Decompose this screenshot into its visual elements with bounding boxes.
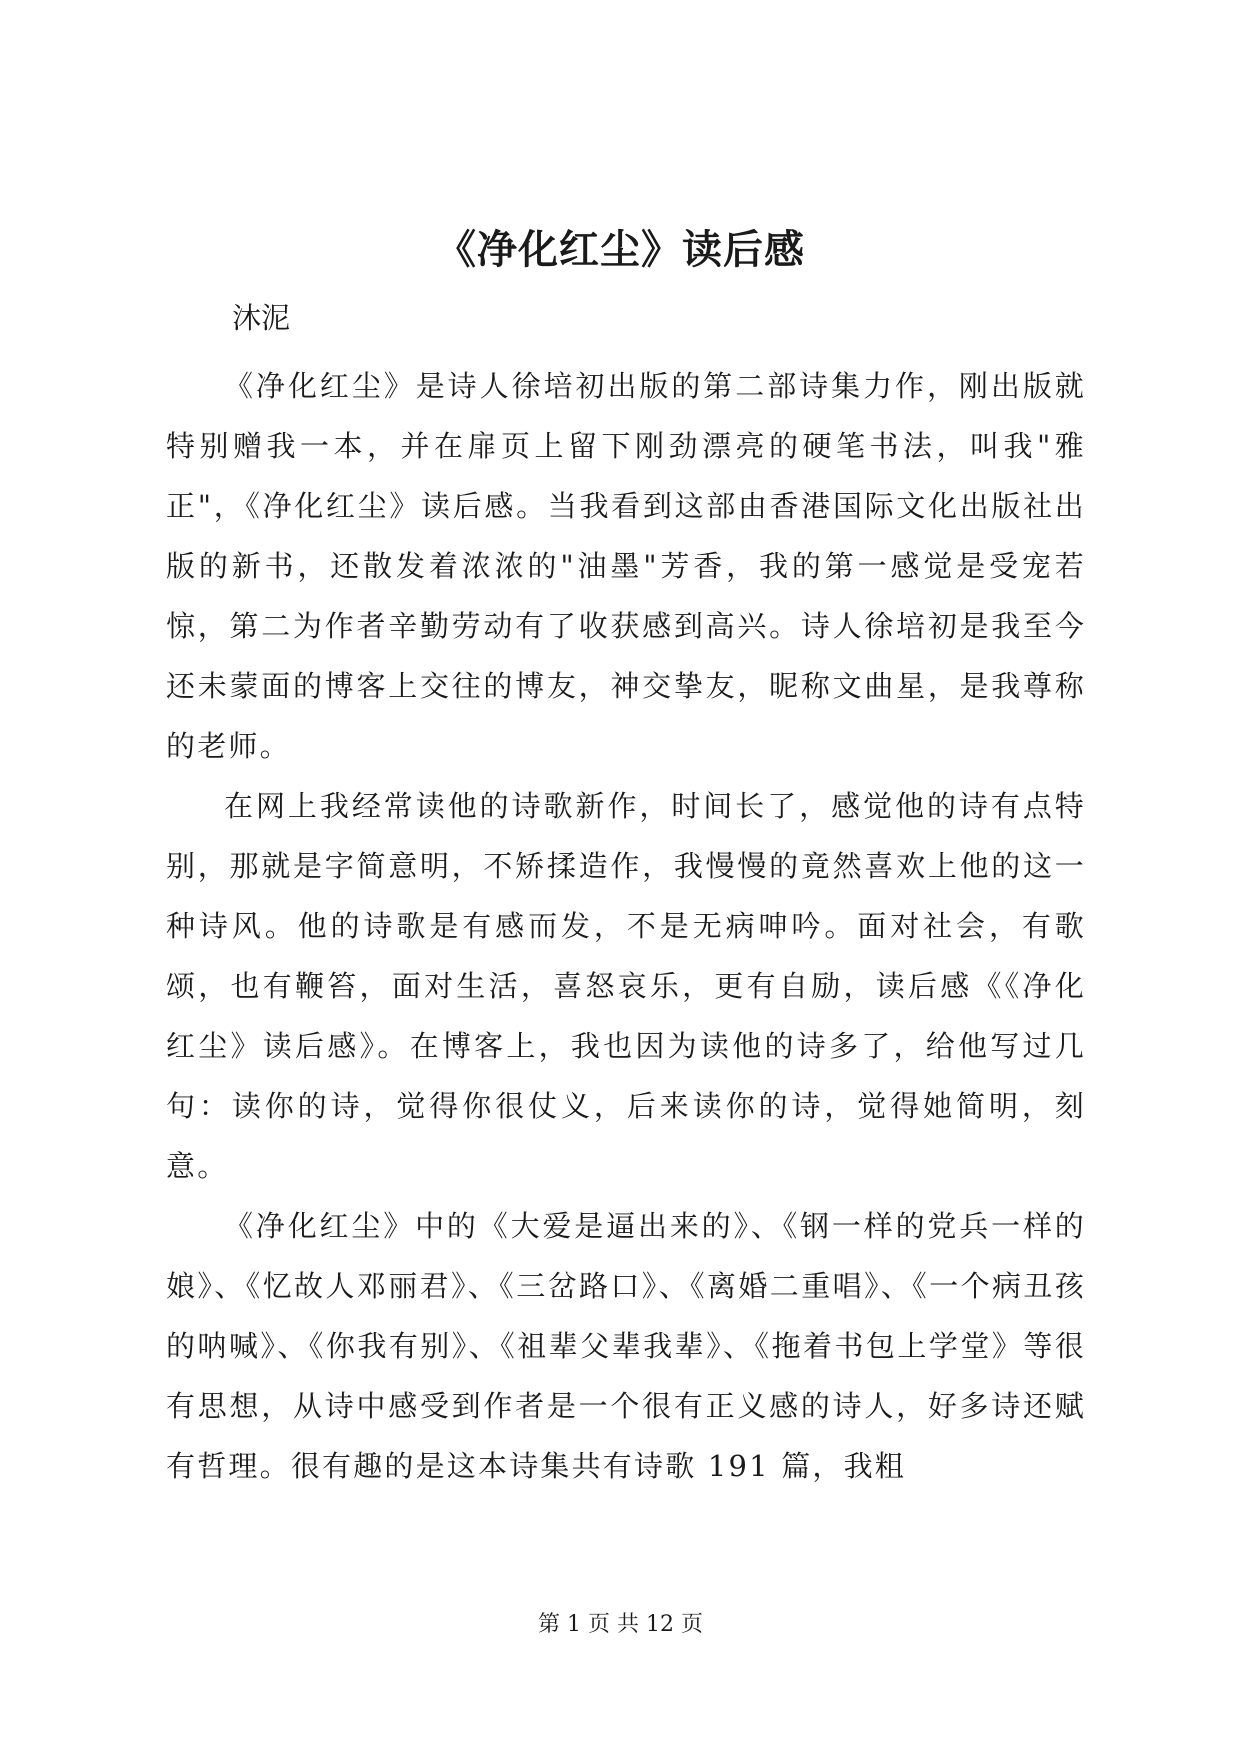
document-title: 《净化红尘》读后感 [436, 226, 805, 273]
document-body [166, 356, 1086, 1496]
paragraph-3: 《净化红尘》中的《大爱是逼出来的》、《钢一样的党兵一样的娘》、《忆故人邓丽君》、《三岔路口》、《离婚二重唱》、《一个病丑孩的呐喊》、《你我有别》、《祖辈父辈我辈》、《拖着书包上学堂》等很有思想，从诗中感受到作者是一个很有正义感的诗人，好多诗还赋有哲理。很有趣的是这本诗集共有诗歌 191 篇，我粗 [166, 1209, 1086, 1483]
paragraph-1: 《净化红尘》是诗人徐培初出版的第二部诗集力作，刚出版就特别赠我一本，并在扉页上留下刚劲漂亮的硬笔书法，叫我"雅正"，《净化红尘》读后感。当我看到这部由香港国际文化出版社出版的新书，还散发着浓浓的"油墨"芳香，我的第一感觉是受宠若惊，第二为作者辛勤劳动有了收获感到高兴。诗人徐培初是我至今还未蒙面的博客上交往的博友，神交挚友，昵称文曲星，是我尊称的老师。 [166, 369, 1086, 763]
author-name: 沐泥 [232, 301, 291, 335]
page-footer: 第 1 页 共 12 页 [538, 1612, 703, 1637]
paragraph-2: 在网上我经常读他的诗歌新作，时间长了，感觉他的诗有点特别，那就是字简意明，不矫揉造作，我慢慢的竟然喜欢上他的这一种诗风。他的诗歌是有感而发，不是无病呻吟。面对社会，有歌颂，也有鞭笞，面对生活，喜怒哀乐，更有自励，读后感《《净化红尘》读后感》。在博客上，我也因为读他的诗多了，给他写过几句：读你的诗，觉得你很仗义，后来读你的诗，觉得她简明，刻意。 [166, 789, 1086, 1183]
